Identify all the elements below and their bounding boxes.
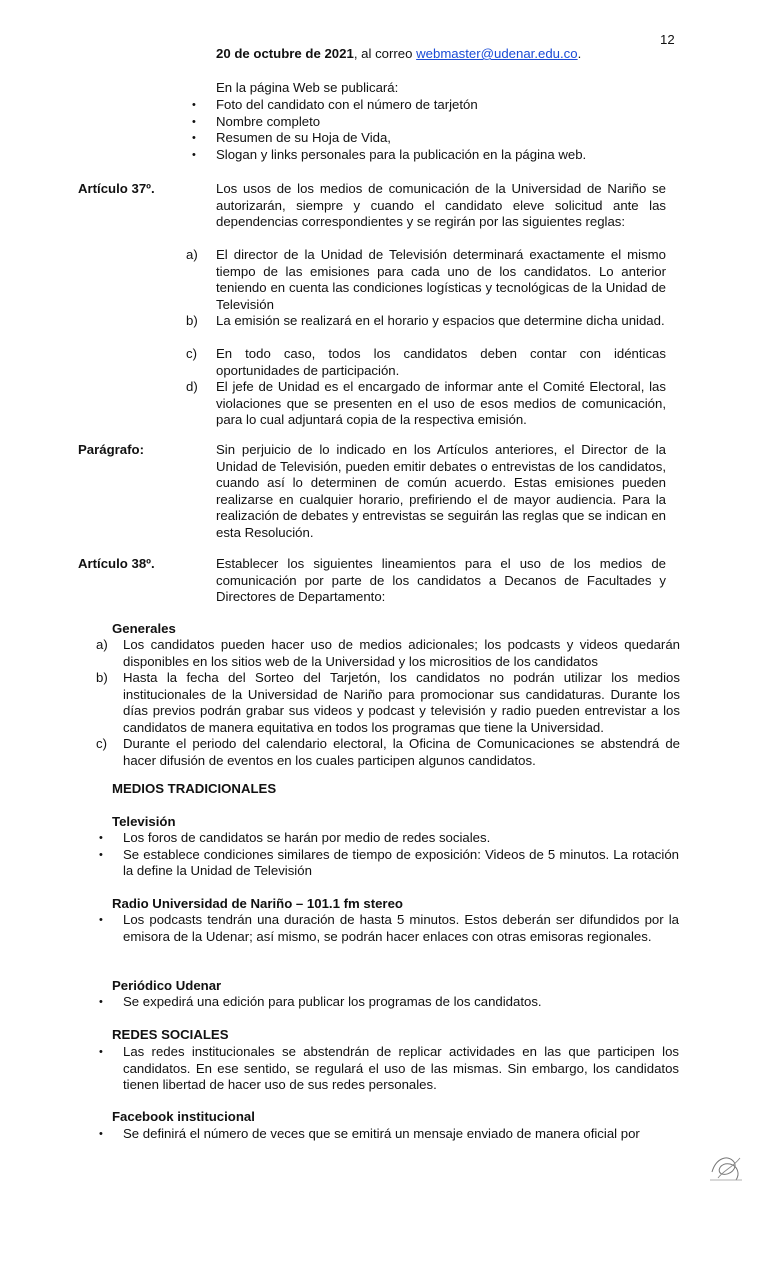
list-item bbox=[96, 670, 680, 736]
list-item bbox=[192, 146, 676, 164]
item-text: El director de la Unidad de Televisión determinará exactamente el mismo tiempo de las emisiones para cada uno de los candidatos. Lo anterior teniendo en cuenta las condiciones logísticas y tecnológicas de la Unidad de Televisión bbox=[216, 247, 666, 312]
list-item bbox=[186, 313, 666, 346]
bullet-icon: • bbox=[192, 115, 196, 128]
list-item bbox=[99, 912, 679, 945]
periodico-list bbox=[99, 994, 679, 1011]
email-link[interactable]: webmaster@udenar.edu.co bbox=[416, 46, 578, 61]
list-item-text: Se establece condiciones similares de tiempo de exposición: Videos de 5 minutos. La rotación la define la Unidad de Televisión bbox=[123, 846, 679, 879]
list-item-text: Se definirá el número de veces que se emitirá un mensaje enviado de manera oficial por bbox=[123, 1126, 640, 1141]
item-letter: d) bbox=[186, 379, 198, 394]
bullet-icon: • bbox=[99, 996, 103, 1008]
television-list bbox=[99, 830, 679, 880]
item-letter: a) bbox=[186, 247, 198, 262]
art37-list bbox=[186, 247, 666, 429]
art37-text: Los usos de los medios de comunicación de la Universidad de Nariño se autorizarán, siempre y cuando el candidato eleve solicitud ante las dependencias correspondientes y se regirán por las siguientes reglas: bbox=[216, 181, 666, 230]
list-item bbox=[99, 1044, 679, 1094]
signature-icon bbox=[706, 1150, 746, 1186]
radio-list bbox=[99, 912, 679, 945]
web-title: En la página Web se publicará: bbox=[216, 80, 399, 95]
bullet-icon: • bbox=[99, 1046, 103, 1058]
list-item bbox=[192, 97, 676, 114]
list-item-text: Resumen de su Hoja de Vida, bbox=[216, 130, 391, 146]
page-number: 12 bbox=[660, 32, 675, 47]
item-text: Los candidatos pueden hacer uso de medios adicionales; los podcasts y videos quedarán disponibles en los sitios web de la Universidad y los micrositios de los candidatos bbox=[123, 637, 680, 669]
bullet-icon: • bbox=[192, 148, 196, 161]
item-text: Hasta la fecha del Sorteo del Tarjetón, los candidatos no podrán utilizar los medios institucionales de la Universidad de Nariño para promocionar sus candidaturas. Durante los días previos podrán grabar sus videos y podcast y televisión y radio pueden entrevistar a los candidatos de manera equitativa en todos los programas que tiene la Universidad. bbox=[123, 670, 680, 735]
list-item-text: Nombre completo bbox=[216, 113, 321, 129]
bullet-icon: • bbox=[99, 1128, 103, 1140]
date-text: 20 de octubre de 2021 bbox=[216, 46, 354, 61]
art37-label: Artículo 37º. bbox=[78, 181, 155, 196]
list-item-text: Las redes institucionales se abstendrán de replicar actividades en las que participen los candidatos. En ese sentido, se regulará el uso de las mismas. Sin embargo, los candidatos tienen libertad de hacer uso de sus redes personales. bbox=[123, 1044, 679, 1093]
list-item bbox=[96, 736, 680, 769]
list-item bbox=[192, 130, 676, 147]
paragrafo-label: Parágrafo: bbox=[78, 442, 144, 457]
television-title: Televisión bbox=[112, 814, 176, 829]
intro-line bbox=[216, 46, 676, 63]
list-item-text: Slogan y links personales para la publicación en la página web. bbox=[216, 146, 587, 162]
periodico-title: Periódico Udenar bbox=[112, 978, 222, 993]
list-item bbox=[186, 346, 666, 379]
item-text: Durante el periodo del calendario electoral, la Oficina de Comunicaciones se abstendrá de hacer difusión de eventos en los cuales participen algunos candidatos. bbox=[123, 736, 680, 768]
list-item bbox=[99, 830, 679, 847]
list-item bbox=[96, 637, 680, 670]
list-item bbox=[99, 846, 679, 880]
list-item bbox=[99, 1126, 679, 1143]
bullet-icon: • bbox=[99, 848, 103, 861]
item-letter: a) bbox=[96, 637, 108, 652]
item-letter: c) bbox=[186, 346, 197, 361]
web-items-list bbox=[192, 97, 676, 163]
list-item bbox=[186, 379, 666, 429]
paragrafo-text: Sin perjuicio de lo indicado en los Artículos anteriores, el Director de la Unidad de Televisión, pueden emitir debates o entrevistas de los candidatos, cuando así lo determinen de común acuerdo. Estas emisiones pueden realizarse en cualquier horario, prefiriendo el de mayor audiencia. Para la realización de debates y entrevistas se seguirán las reglas que se indican en esta Resolución. bbox=[216, 442, 666, 540]
generales-list bbox=[96, 637, 680, 769]
facebook-list bbox=[99, 1126, 679, 1143]
generales-title: Generales bbox=[112, 621, 176, 636]
list-item bbox=[99, 994, 679, 1011]
date-rest: , al correo bbox=[353, 46, 417, 61]
radio-title: Radio Universidad de Nariño – 101.1 fm stereo bbox=[112, 896, 403, 911]
item-letter: c) bbox=[96, 736, 107, 751]
item-text: En todo caso, todos los candidatos deben contar con idénticas oportunidades de participación. bbox=[216, 346, 666, 378]
bullet-icon: • bbox=[192, 132, 196, 145]
list-item bbox=[186, 247, 666, 313]
item-text: La emisión se realizará en el horario y espacios que determine dicha unidad. bbox=[216, 313, 665, 328]
redes-title: REDES SOCIALES bbox=[112, 1027, 229, 1042]
list-item bbox=[192, 113, 676, 131]
email-after: . bbox=[577, 46, 582, 61]
list-item-text: Se expedirá una edición para publicar los programas de los candidatos. bbox=[123, 994, 542, 1009]
item-letter: b) bbox=[96, 670, 108, 685]
item-text: El jefe de Unidad es el encargado de informar ante el Comité Electoral, las violaciones que se presenten en el uso de esos medios de comunicación, para lo cual adjuntará copia de la respectiva emisión. bbox=[216, 379, 666, 428]
redes-list bbox=[99, 1044, 679, 1094]
bullet-icon: • bbox=[192, 99, 196, 111]
art38-label: Artículo 38º. bbox=[78, 556, 155, 571]
bullet-icon: • bbox=[99, 914, 103, 926]
signature-mark bbox=[706, 1150, 746, 1186]
facebook-title: Facebook institucional bbox=[112, 1109, 255, 1124]
item-letter: b) bbox=[186, 313, 198, 328]
list-item-text: Los foros de candidatos se harán por medio de redes sociales. bbox=[123, 830, 491, 845]
art38-text: Establecer los siguientes lineamientos para el uso de los medios de comunicación por parte de los candidatos a Decanos de Facultades y Directores de Departamento: bbox=[216, 556, 666, 605]
bullet-icon: • bbox=[99, 832, 103, 844]
medios-title: MEDIOS TRADICIONALES bbox=[112, 781, 277, 796]
list-item-text: Foto del candidato con el número de tarjetón bbox=[216, 97, 478, 112]
list-item-text: Los podcasts tendrán una duración de hasta 5 minutos. Estos deberán ser difundidos por la emisora de la Udenar; así mismo, se podrán hacer enlaces con otras emisoras regionales. bbox=[123, 912, 679, 944]
